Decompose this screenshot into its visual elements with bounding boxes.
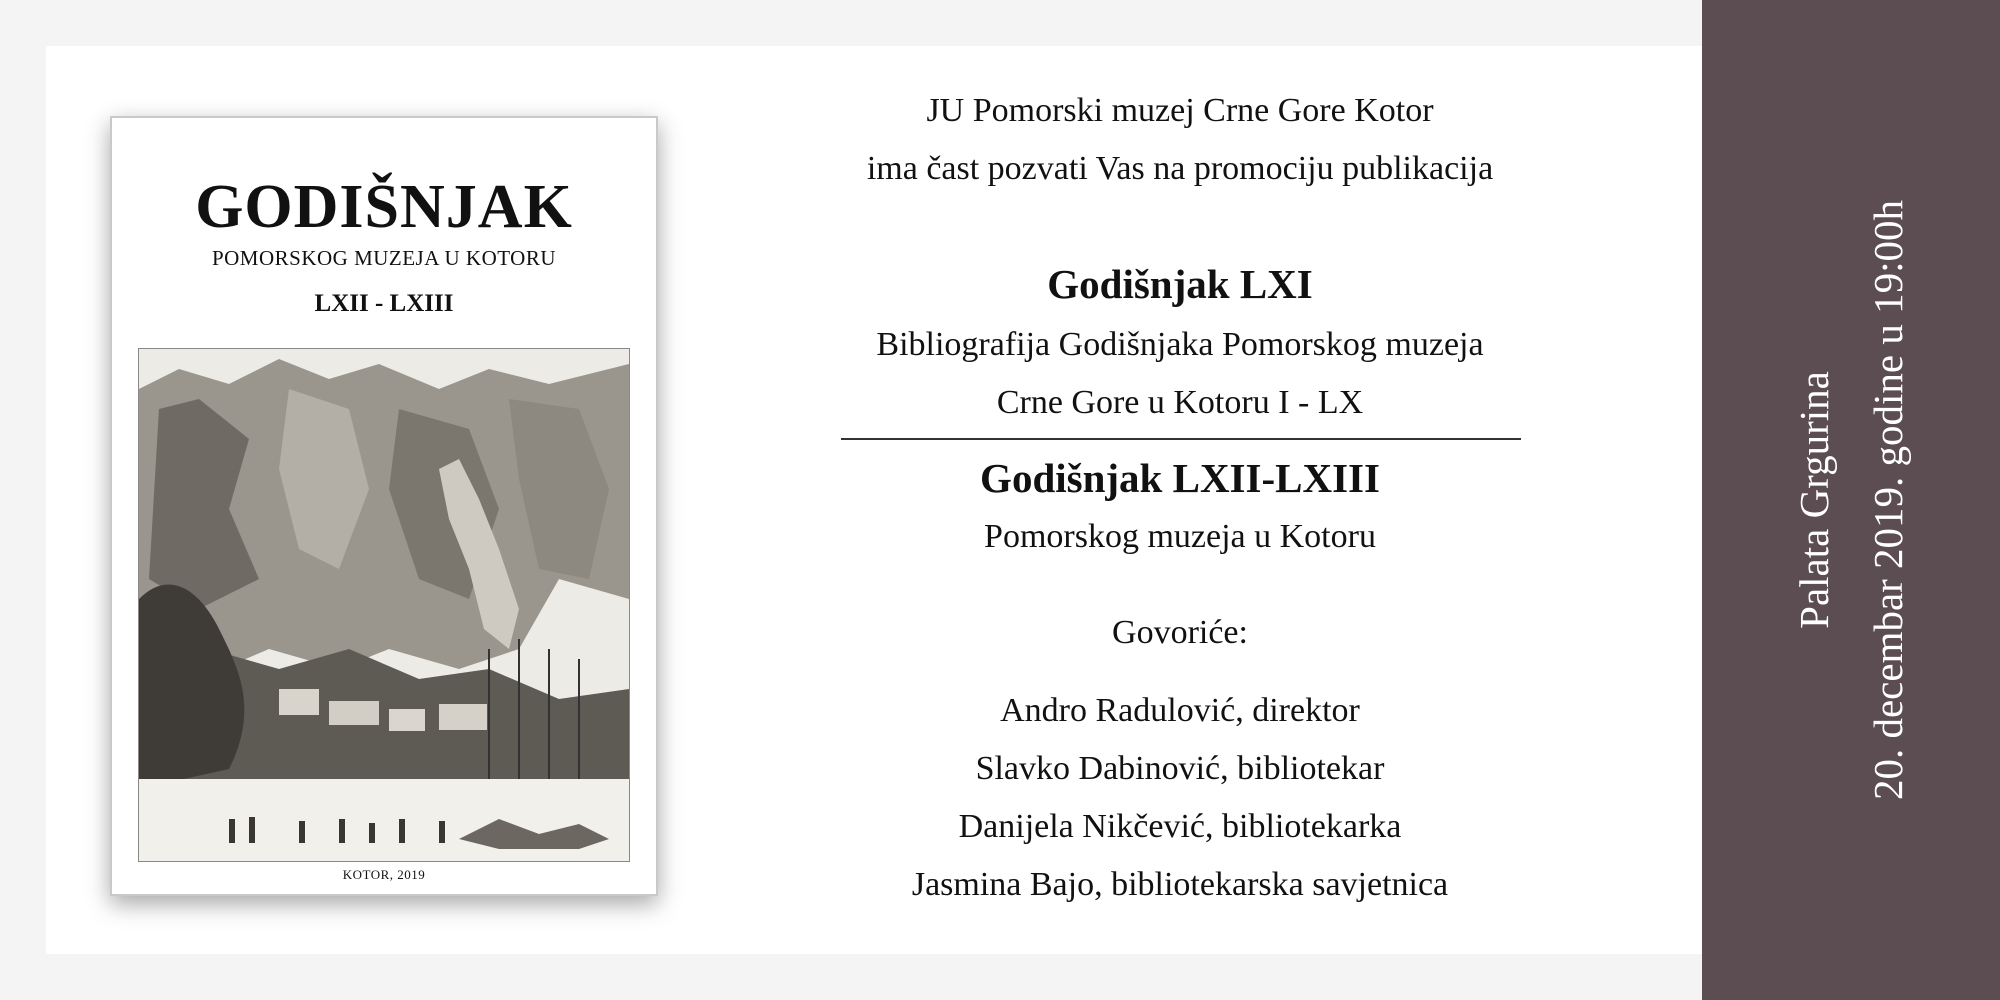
cover-title: GODIŠNJAK	[195, 173, 573, 241]
publication-2-title: Godišnjak LXII-LXIII	[980, 455, 1380, 501]
publication-1-subtitle-1: Bibliografija Godišnjaka Pomorskog muzeja	[876, 326, 1484, 363]
divider-rule	[841, 438, 1521, 440]
publication-2-subtitle: Pomorskog muzeja u Kotoru	[984, 518, 1376, 555]
event-sidebar	[1702, 0, 2000, 1000]
speaker-item: Andro Radulović, direktor	[1000, 692, 1360, 729]
event-venue: Palata Grgurina	[1791, 371, 1837, 629]
cover-volume: LXII - LXIII	[314, 290, 454, 317]
speakers-heading: Govoriće:	[1112, 614, 1248, 651]
organizer-line: JU Pomorski muzej Crne Gore Kotor	[926, 92, 1434, 129]
speaker-item: Jasmina Bajo, bibliotekarska savjetnica	[911, 866, 1449, 903]
event-details	[1777, 200, 1925, 800]
event-datetime: 20. decembar 2019. godine u 19:00h	[1865, 199, 1911, 801]
cover-place-year: KOTOR, 2019	[342, 867, 426, 882]
book-cover	[110, 116, 658, 896]
cover-illustration	[138, 348, 630, 862]
invitation-line: ima čast pozvati Vas na promociju publikacija	[866, 150, 1494, 187]
publication-1-title: Godišnjak LXI	[1047, 261, 1313, 307]
publication-1-subtitle-2: Crne Gore u Kotoru I - LX	[996, 384, 1364, 421]
cover-subtitle: POMORSKOG MUZEJA U KOTORU	[211, 246, 557, 270]
speaker-item: Danijela Nikčević, bibliotekarka	[958, 808, 1402, 845]
speaker-item: Slavko Dabinović, bibliotekar	[975, 750, 1385, 787]
